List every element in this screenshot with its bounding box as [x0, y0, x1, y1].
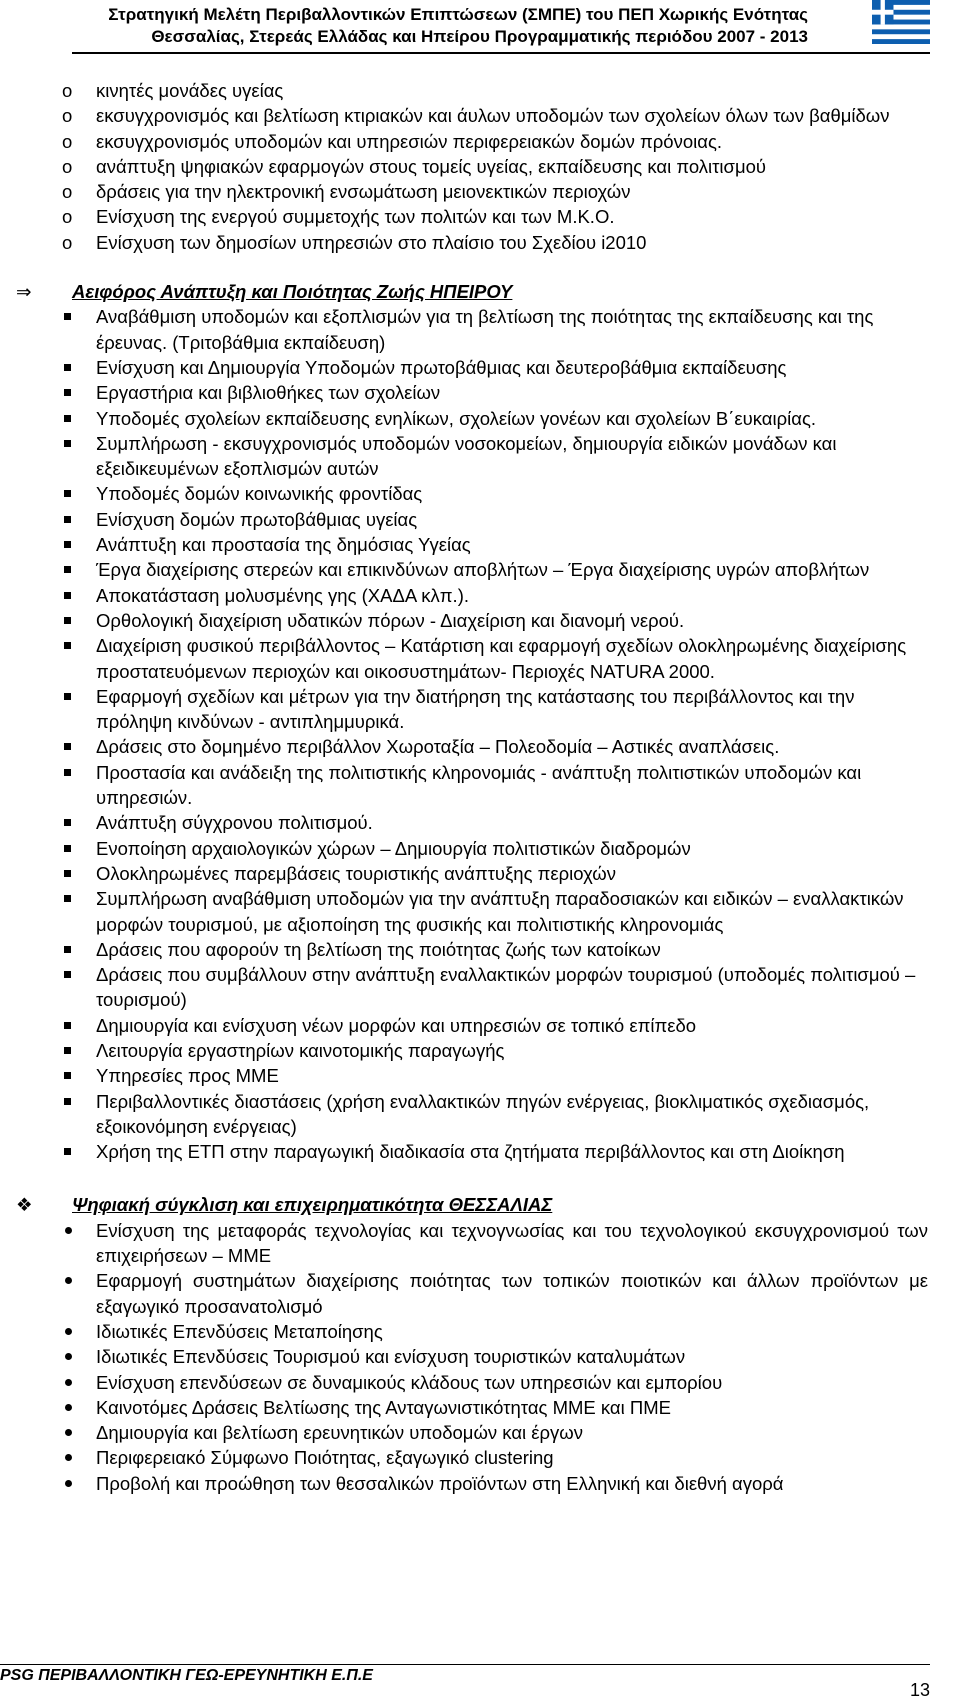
list-item: [0, 103, 960, 128]
list-item-text: κινητές μονάδες υγείας: [96, 80, 284, 101]
bullet-icon: [62, 204, 82, 229]
list-item: [0, 129, 960, 154]
greek-flag-icon: [872, 0, 930, 44]
list-item: [0, 583, 960, 608]
list-item: [0, 608, 960, 633]
bullet-icon: [62, 355, 82, 371]
section-list-epirus: [0, 304, 960, 1164]
list-item: [0, 1445, 960, 1470]
list-item: [0, 355, 960, 380]
bullet-icon: [62, 608, 82, 624]
bullet-icon: [62, 583, 82, 599]
list-item-text: Περιφερειακό Σύμφωνο Ποιότητας, εξαγωγικό clustering: [96, 1447, 554, 1469]
bullet-icon: [62, 962, 82, 978]
list-item-text: Ιδιωτικές Επενδύσεις Μεταποίησης: [96, 1320, 383, 1342]
bullet-icon: [62, 304, 82, 320]
bullet-icon: [62, 1063, 82, 1079]
list-item: [0, 633, 960, 684]
header-line-2: Θεσσαλίας, Στερεάς Ελλάδας και Ηπείρου Προγραμματικής περιόδου 2007 - 2013: [151, 27, 808, 46]
list-item: [0, 760, 960, 811]
bullet-icon: [62, 1319, 82, 1335]
list-item: [0, 1038, 960, 1063]
bullet-icon: [62, 1344, 82, 1360]
list-item-text: Ενίσχυση και Δημιουργία Υποδομών πρωτοβάθμιας και δευτεροβάθμια εκπαίδευσης: [96, 356, 787, 378]
list-item: [0, 937, 960, 962]
list-item: [0, 810, 960, 835]
list-item-text: Συμπλήρωση αναβάθμιση υποδομών για την ανάπτυξη παραδοσιακών και ειδικών – εναλλακτικών μορφών τουρισμού, με αξιοποίηση της φυσικής και πολιτιστικής κληρονομιάς: [96, 888, 904, 935]
list-item-text: Δράσεις στο δομημένο περιβάλλον Χωροταξία – Πολεοδομία – Αστικές αναπλάσεις.: [96, 736, 780, 758]
diamond-bullet-icon: ❖: [16, 1194, 33, 1216]
list-item-text: Ορθολογική διαχείριση υδατικών πόρων - Διαχείριση και διανομή νερού.: [96, 609, 685, 631]
list-item-text: Καινοτόμες Δράσεις Βελτίωσης της Ανταγωνιστικότητας ΜΜΕ και ΠΜΕ: [96, 1396, 671, 1418]
list-item: [0, 507, 960, 532]
list-item: [0, 1218, 960, 1269]
list-item: [0, 1013, 960, 1038]
list-item: [0, 380, 960, 405]
bullet-icon: [62, 1471, 82, 1487]
list-item: [0, 78, 960, 103]
bullet-icon: [62, 734, 82, 750]
list-item: [0, 1344, 960, 1369]
bullet-icon: [62, 633, 82, 649]
list-item-text: Ανάπτυξη σύγχρονου πολιτισμού.: [96, 812, 373, 834]
list-item-text: Δράσεις που αφορούν τη βελτίωση της ποιότητας ζωής των κατοίκων: [96, 938, 661, 960]
list-item-text: Αποκατάσταση μολυσμένης γης (ΧΑΔΑ κλπ.).: [96, 584, 469, 606]
list-item-text: Συμπλήρωση - εκσυγχρονισμός υποδομών νοσοκομείων, δημιουργία ειδικών μονάδων και εξειδικευμένων εξοπλισμών αυτών: [96, 432, 837, 480]
list-item-text: Ενίσχυση της ενεργού συμμετοχής των πολιτών και των Μ.Κ.Ο.: [96, 206, 615, 228]
bullet-icon: [62, 886, 82, 902]
list-item-text: Ενίσχυση των δημοσίων υπηρεσιών στο πλαίσιο του Σχεδίου i2010: [96, 231, 647, 253]
list-item-text: Δράσεις που συμβάλλουν στην ανάπτυξη εναλλακτικών μορφών τουρισμού (υποδομές πολιτισμού – τουρισμού): [96, 964, 916, 1011]
list-item-text: Ενίσχυση δομών πρωτοβάθμιας υγείας: [96, 508, 418, 530]
list-item-text: Έργα διαχείρισης στερεών και επικινδύνων αποβλήτων – Έργα διαχείρισης υγρών αποβλήτων: [96, 559, 870, 581]
list-item-text: Περιβαλλοντικές διαστάσεις (χρήση εναλλακτικών πηγών ενέργειας, βιοκλιματικός σχεδιασμός, εξοικονόμηση ενέργειας): [96, 1090, 870, 1137]
list-item-text: Υποδομές σχολείων εκπαίδευσης ενηλίκων, σχολείων γονέων και σχολείων Β΄ευκαιρίας.: [96, 407, 817, 429]
bullet-icon: [62, 1268, 82, 1284]
bullet-icon: [62, 154, 82, 179]
list-item-text: Εφαρμογή σχεδίων και μέτρων για την διατήρηση της κατάστασης του περιβάλλοντος και την πρόληψη κινδύνων - αντιπλημμυρικά.: [96, 685, 855, 733]
bullet-icon: [62, 1013, 82, 1029]
bullet-icon: [62, 684, 82, 700]
list-item-text: Δημιουργία και βελτίωση ερευνητικών υποδομών και έργων: [96, 1422, 583, 1444]
section-title: Ψηφιακή σύγκλιση και επιχειρηματικότητα ΘΕΣΣΑΛΙΑΣ: [72, 1194, 553, 1216]
bullet-icon: [62, 380, 82, 396]
list-item-text: Εφαρμογή συστημάτων διαχείρισης ποιότητας των τοπικών ποιοτικών και άλλων προϊόντων με εξαγωγικό προσανατολισμό: [96, 1270, 928, 1317]
list-item-text: Ιδιωτικές Επενδύσεις Τουρισμού και ενίσχυση τουριστικών καταλυμάτων: [96, 1346, 686, 1368]
bullet-icon: [62, 481, 82, 497]
bullet-icon: [62, 810, 82, 826]
arrow-icon: ⇒: [16, 281, 32, 303]
section-heading-thessaly: [0, 1192, 960, 1217]
list-item: [0, 431, 960, 482]
list-item-text: δράσεις για την ηλεκτρονική ενσωμάτωση μειονεκτικών περιοχών: [96, 181, 631, 203]
list-item-text: ανάπτυξη ψηφιακών εφαρμογών στους τομείς υγείας, εκπαίδευσης και πολιτισμού: [96, 155, 767, 177]
bullet-icon: [62, 179, 82, 204]
bullet-icon: [62, 103, 82, 128]
list-item-text: Προστασία και ανάδειξη της πολιτιστικής κληρονομιάς - ανάπτυξη πολιτιστικών υποδομών και υπηρεσιών.: [96, 761, 862, 809]
list-item-text: Υπηρεσίες προς ΜΜΕ: [96, 1065, 279, 1087]
section-title: Αειφόρος Ανάπτυξη και Ποιότητας Ζωής ΗΠΕΙΡΟΥ: [72, 281, 513, 303]
list-item: [0, 1063, 960, 1088]
list-item: [0, 734, 960, 759]
list-item: [0, 532, 960, 557]
list-item-text: Ενίσχυση επενδύσεων σε δυναμικούς κλάδους των υπηρεσιών και εμπορίου: [96, 1371, 723, 1393]
list-item: [0, 179, 960, 204]
bullet-icon: [62, 557, 82, 573]
list-item: [0, 154, 960, 179]
list-item: [0, 684, 960, 735]
list-item-text: Ενοποίηση αρχαιολογικών χώρων – Δημιουργία πολιτιστικών διαδρομών: [96, 837, 691, 859]
list-item: [0, 1395, 960, 1420]
list-item: [0, 1268, 960, 1319]
list-item: [0, 230, 960, 255]
list-item: [0, 886, 960, 937]
list-item: [0, 836, 960, 861]
page-header: [0, 0, 960, 52]
list-item-text: Δημιουργία και ενίσχυση νέων μορφών και υπηρεσιών σε τοπικό επίπεδο: [96, 1014, 697, 1036]
list-item: [0, 406, 960, 431]
list-item-text: Εργαστήρια και βιβλιοθήκες των σχολείων: [96, 382, 441, 404]
header-title: [8, 4, 808, 48]
bullet-icon: [62, 1038, 82, 1054]
header-line-1: Στρατηγική Μελέτη Περιβαλλοντικών Επιπτώσεων (ΣΜΠΕ) του ΠΕΠ Χωρικής Ενότητας: [108, 5, 808, 24]
section-heading-epirus: [0, 279, 960, 304]
list-item-text: Ολοκληρωμένες παρεμβάσεις τουριστικής ανάπτυξης περιοχών: [96, 862, 616, 884]
list-item: [0, 1420, 960, 1445]
bullet-icon: [62, 836, 82, 852]
list-item: [0, 557, 960, 582]
list-item-text: Διαχείριση φυσικού περιβάλλοντος – Κατάρτιση και εφαρμογή σχεδίων ολοκληρωμένης διαχείρισης προστατευόμενων περιοχών και οικοσυστημάτων- Περιοχές NATURA 2000.: [96, 635, 907, 682]
list-item: [0, 481, 960, 506]
list-item: [0, 861, 960, 886]
list-item-text: Υποδομές δομών κοινωνικής φροντίδας: [96, 483, 423, 505]
bullet-icon: [62, 937, 82, 953]
footer-divider: [0, 1664, 930, 1665]
list-item: [0, 1370, 960, 1395]
list-item: [0, 1319, 960, 1344]
list-item-text: Αναβάθμιση υποδομών και εξοπλισμών για τη βελτίωση της ποιότητας της εκπαίδευσης και της έρευνας. (Τριτοβάθμια εκπαίδευση): [96, 306, 874, 353]
bullet-icon: [62, 1089, 82, 1105]
bullet-icon: [62, 760, 82, 776]
list-item-text: Χρήση της ΕΤΠ στην παραγωγική διαδικασία στα ζητήματα περιβάλλοντος και στη Διοίκηση: [96, 1141, 845, 1163]
intro-list: [0, 78, 960, 255]
bullet-icon: [62, 406, 82, 422]
bullet-icon: [62, 1218, 82, 1234]
list-item-text: εκσυγχρονισμός υποδομών και υπηρεσιών περιφερειακών δομών πρόνοιας.: [96, 130, 723, 152]
bullet-icon: [62, 1370, 82, 1386]
bullet-icon: [62, 431, 82, 447]
list-item-text: Ανάπτυξη και προστασία της δημόσιας Υγείας: [96, 534, 471, 556]
list-item: [0, 962, 960, 1013]
list-item: [0, 204, 960, 229]
section-list-thessaly: [0, 1218, 960, 1496]
list-item: [0, 1471, 960, 1496]
bullet-icon: [62, 1445, 82, 1461]
bullet-icon: [62, 1420, 82, 1436]
list-item: [0, 1139, 960, 1164]
bullet-icon: [62, 129, 82, 154]
bullet-icon: [62, 861, 82, 877]
bullet-icon: [62, 230, 82, 255]
list-item: [0, 304, 960, 355]
list-item: [0, 1089, 960, 1140]
list-item-text: εκσυγχρονισμός και βελτίωση κτιριακών και άυλων υποδομών των σχολείων όλων των βαθμίδων: [96, 105, 890, 127]
bullet-icon: [62, 532, 82, 548]
list-item-text: Λειτουργία εργαστηρίων καινοτομικής παραγωγής: [96, 1039, 505, 1061]
bullet-icon: [62, 1395, 82, 1411]
bullet-icon: [62, 1139, 82, 1155]
page-number: 13: [909, 1680, 930, 1700]
document-body: [0, 78, 960, 1496]
list-item-text: Ενίσχυση της μεταφοράς τεχνολογίας και τεχνογνωσίας και του τεχνολογικού εκσυγχρονισμού των επιχειρήσεων – ΜΜΕ: [96, 1219, 928, 1267]
bullet-icon: [62, 507, 82, 523]
list-item-text: Προβολή και προώθηση των θεσσαλικών προϊόντων στη Ελληνική και διεθνή αγορά: [96, 1472, 784, 1494]
header-divider: [72, 52, 930, 54]
footer-company: PSG ΠΕΡΙΒΑΛΛΟΝΤΙΚΗ ΓΕΩ-ΕΡΕΥΝΗΤΙΚΗ Ε.Π.Ε: [0, 1667, 373, 1684]
bullet-icon: [62, 78, 82, 103]
